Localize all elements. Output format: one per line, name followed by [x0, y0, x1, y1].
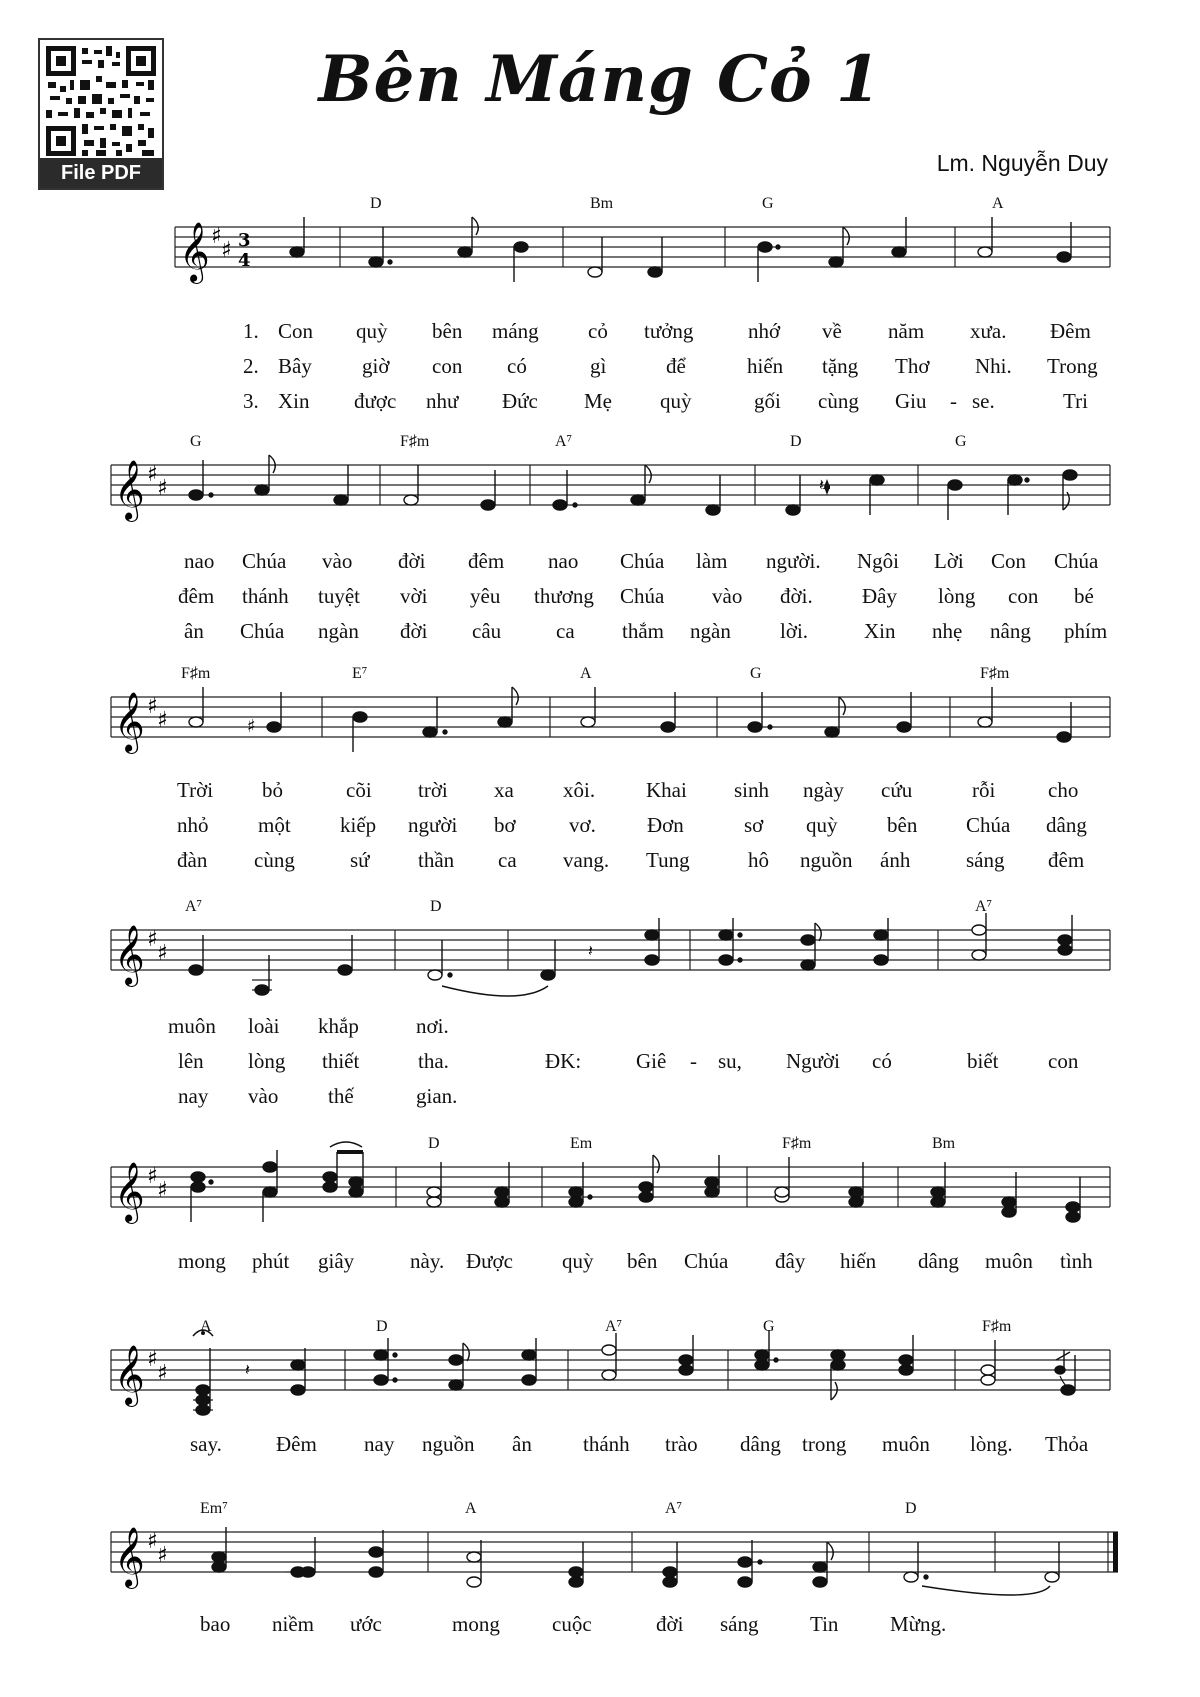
lyric: máng: [492, 319, 539, 343]
svg-text:𝄽: 𝄽: [819, 475, 824, 494]
lyric: Tri: [1063, 389, 1088, 413]
svg-text:♯: ♯: [211, 224, 222, 249]
system-6: [0, 1318, 1200, 1468]
chord: F♯m: [982, 1318, 1012, 1335]
lyric: Chúa: [684, 1249, 729, 1273]
lyric: xa: [494, 778, 514, 802]
chord: D: [428, 1135, 440, 1152]
lyric: cõi: [346, 778, 372, 802]
svg-text:♯: ♯: [157, 941, 168, 966]
lyric: câu: [472, 619, 502, 643]
lyric: đêm: [1048, 848, 1085, 872]
lyric: Mẹ: [584, 389, 612, 413]
chord: G: [190, 433, 202, 450]
staff-3: [0, 665, 1200, 785]
chord: A: [580, 665, 592, 682]
lyric: biết: [967, 1049, 999, 1073]
lyric: sáng: [720, 1612, 759, 1636]
lyric: Thỏa: [1045, 1432, 1089, 1456]
lyric: Chúa: [620, 549, 665, 573]
svg-text:𝄽: 𝄽: [245, 1360, 250, 1379]
lyric: Chúa: [1054, 549, 1099, 573]
lyric: tuyệt: [318, 584, 360, 608]
lyric: dâng: [740, 1432, 781, 1456]
lyric: thế: [328, 1084, 354, 1108]
lyric: thánh: [583, 1432, 630, 1456]
lyric: ước: [350, 1612, 382, 1636]
chord: A⁷: [555, 433, 573, 450]
lyric: 2.: [243, 354, 259, 378]
lyric: Người: [786, 1049, 840, 1073]
lyric: dâng: [1046, 813, 1087, 837]
lyric: quỳ: [562, 1249, 594, 1273]
lyric: lòng: [248, 1049, 286, 1073]
lyric: Chúa: [620, 584, 665, 608]
staff-1: [0, 195, 1200, 315]
lyric: lời.: [780, 619, 809, 643]
svg-text:𝄽: 𝄽: [588, 941, 593, 960]
system-3: [0, 665, 1200, 875]
lyric: muôn: [985, 1249, 1033, 1273]
chord: D: [790, 433, 802, 450]
lyric: vời: [400, 584, 428, 608]
lyric: gian.: [416, 1084, 458, 1108]
lyric: thần: [418, 848, 455, 872]
lyric: sơ: [744, 813, 764, 837]
lyric: vang.: [563, 848, 610, 872]
treble-clef-icon: 𝄞: [114, 1527, 145, 1587]
lyric: nao: [548, 549, 579, 573]
svg-text:♯: ♯: [147, 462, 158, 487]
lyric: tưởng: [644, 319, 694, 343]
svg-text:4: 4: [238, 250, 251, 271]
staff-7: [0, 1500, 1200, 1620]
lyric: giây: [318, 1249, 355, 1273]
lyric: nguồn: [800, 848, 853, 872]
lyric: năm: [888, 319, 925, 343]
svg-text:♯: ♯: [147, 927, 158, 952]
lyric: ca: [556, 619, 575, 643]
lyric: nâng: [990, 619, 1031, 643]
staff-6: [0, 1318, 1200, 1438]
chord: D: [905, 1500, 917, 1517]
chord: D: [430, 898, 442, 915]
lyric: Trong: [1047, 354, 1098, 378]
staff-4: [0, 898, 1200, 1018]
lyric: bơ: [494, 813, 516, 837]
chord: A: [200, 1318, 212, 1335]
lyric: cùng: [254, 848, 295, 872]
lyric: cùng: [818, 389, 859, 413]
chord: A⁷: [605, 1318, 623, 1335]
lyric: thương: [534, 584, 594, 608]
treble-clef-icon: 𝄞: [114, 925, 145, 985]
lyric: bên: [432, 319, 463, 343]
lyric: ngày: [803, 778, 844, 802]
lyric: sứ: [350, 848, 370, 872]
lyric: đây: [775, 1249, 806, 1273]
lyric: nhớ: [748, 319, 781, 343]
lyric: quỳ: [356, 319, 388, 343]
chord: A: [992, 195, 1004, 212]
lyric: lên: [178, 1049, 204, 1073]
lyric: mong: [452, 1612, 500, 1636]
lyric: gì: [590, 354, 607, 378]
lyric: nhỏ: [177, 813, 209, 837]
qr-file-pdf-label: File PDF: [40, 158, 162, 188]
lyric: như: [426, 389, 459, 413]
lyric: một: [258, 813, 291, 837]
lyric: Xin: [278, 389, 310, 413]
lyric: con: [432, 354, 463, 378]
lyric: rỗi: [972, 778, 996, 802]
lyric: được: [354, 389, 397, 413]
lyric: để: [666, 354, 686, 378]
lyric: sáng: [966, 848, 1005, 872]
lyric: đời.: [780, 584, 813, 608]
lyric: Thơ: [895, 354, 930, 378]
lyric: đời: [656, 1612, 684, 1636]
lyric: ân: [184, 619, 204, 643]
lyric: se.: [972, 389, 995, 413]
chord: G: [762, 195, 774, 212]
lyric: Chúa: [966, 813, 1011, 837]
system-7: [0, 1500, 1200, 1650]
svg-text:♯: ♯: [157, 708, 168, 733]
lyric: 3.: [243, 389, 259, 413]
lyric: Ngôi: [857, 549, 899, 573]
lyric: loài: [248, 1014, 280, 1038]
lyric: phút: [252, 1249, 290, 1273]
lyric: cỏ: [588, 319, 608, 343]
chord: Em: [570, 1135, 593, 1152]
lyric: đời: [400, 619, 428, 643]
lyric: trào: [665, 1432, 698, 1456]
lyric: Được: [466, 1249, 513, 1273]
lyric: người: [408, 813, 458, 837]
lyric: ngàn: [690, 619, 731, 643]
lyric: nay: [364, 1432, 395, 1456]
lyric: vào: [322, 549, 353, 573]
lyric: gối: [754, 389, 781, 413]
lyric: đêm: [468, 549, 505, 573]
svg-text:♯: ♯: [147, 1529, 158, 1554]
chord: G: [750, 665, 762, 682]
lyric: con: [1008, 584, 1039, 608]
lyric: Đây: [862, 584, 897, 608]
lyric: có: [507, 354, 527, 378]
lyric: Khai: [646, 778, 687, 802]
treble-clef-icon: 𝄞: [114, 1345, 145, 1405]
svg-text:3: 3: [238, 230, 251, 251]
lyric: su,: [718, 1049, 742, 1073]
chord: A⁷: [975, 898, 993, 915]
lyric: khắp: [318, 1014, 359, 1038]
lyric: ĐK:: [545, 1049, 582, 1073]
lyric: muôn: [882, 1432, 930, 1456]
lyric: trời: [418, 778, 448, 802]
lyric: bên: [887, 813, 918, 837]
chord: A: [465, 1500, 477, 1517]
chord: F♯m: [980, 665, 1010, 682]
chord: G: [955, 433, 967, 450]
lyric: nơi.: [416, 1014, 449, 1038]
svg-text:♯: ♯: [147, 1347, 158, 1372]
lyric: cho: [1048, 778, 1079, 802]
lyric: tình: [1060, 1249, 1093, 1273]
lyric: người.: [766, 549, 821, 573]
treble-clef-icon: 𝄞: [114, 1162, 145, 1222]
lyric: hiến: [747, 354, 784, 378]
lyric: ngàn: [318, 619, 359, 643]
chord: F♯m: [181, 665, 211, 682]
lyric: muôn: [168, 1014, 216, 1038]
lyric: trong: [802, 1432, 847, 1456]
lyric: Mừng.: [890, 1612, 947, 1636]
lyric: -: [950, 389, 957, 413]
treble-clef-icon: 𝄞: [114, 460, 145, 520]
lyric: thiết: [322, 1049, 360, 1073]
song-title: Bên Máng Cỏ 1: [318, 42, 882, 117]
system-2: [0, 433, 1200, 643]
lyric: dâng: [918, 1249, 959, 1273]
lyric: hô: [748, 848, 769, 872]
treble-clef-icon: 𝄞: [179, 222, 210, 282]
treble-clef-icon: 𝄞: [114, 692, 145, 752]
svg-text:♯: ♯: [157, 1178, 168, 1203]
lyric: Nhi.: [975, 354, 1012, 378]
lyric: 1.: [243, 319, 259, 343]
lyric: nay: [178, 1084, 209, 1108]
lyric: Bây: [278, 354, 312, 378]
composer: Lm. Nguyễn Duy: [936, 150, 1108, 176]
chord: F♯m: [782, 1135, 812, 1152]
lyric: đêm: [178, 584, 215, 608]
svg-text:♯: ♯: [157, 476, 168, 501]
lyric: làm: [696, 549, 728, 573]
lyric: con: [1048, 1049, 1079, 1073]
lyric: xôi.: [563, 778, 596, 802]
lyric: Giê: [636, 1049, 667, 1073]
svg-text:♯: ♯: [221, 238, 232, 263]
lyric: say.: [190, 1432, 222, 1456]
lyric: ca: [498, 848, 517, 872]
lyric: cuộc: [552, 1612, 592, 1636]
svg-text:♯: ♯: [147, 1164, 158, 1189]
svg-text:♯: ♯: [147, 694, 158, 719]
chord: A⁷: [185, 898, 203, 915]
chord: F♯m: [400, 433, 430, 450]
chord: D: [370, 195, 382, 212]
svg-text:♯: ♯: [157, 1361, 168, 1386]
lyric: Con: [991, 549, 1027, 573]
lyric: bao: [200, 1612, 231, 1636]
lyric: Tin: [810, 1612, 839, 1636]
lyric: sinh: [734, 778, 770, 802]
lyric: lòng.: [970, 1432, 1013, 1456]
lyric: thắm: [622, 619, 664, 643]
lyric: Chúa: [242, 549, 287, 573]
lyric: Tung: [646, 848, 690, 872]
lyric: niềm: [272, 1612, 314, 1636]
lyric: xưa.: [970, 319, 1007, 343]
lyric: có: [872, 1049, 892, 1073]
lyric: quỳ: [660, 389, 692, 413]
system-1: [0, 195, 1200, 413]
chord: Em⁷: [200, 1500, 228, 1517]
chord: Bm: [932, 1135, 956, 1152]
lyric: thánh: [242, 584, 289, 608]
svg-text:♯: ♯: [157, 1543, 168, 1568]
chord: D: [376, 1318, 388, 1335]
chord: G: [763, 1318, 775, 1335]
lyric: đàn: [177, 848, 208, 872]
lyric: bé: [1074, 584, 1094, 608]
lyric: nhẹ: [932, 619, 963, 643]
lyric: đời: [398, 549, 426, 573]
lyric: tha.: [418, 1049, 449, 1073]
lyric: vào: [248, 1084, 279, 1108]
staff-5: [0, 1135, 1200, 1255]
lyric: Lời: [934, 549, 964, 573]
lyric: giờ: [362, 354, 390, 378]
system-4: [0, 898, 1200, 1113]
lyric: hiến: [840, 1249, 877, 1273]
lyric: yêu: [470, 584, 501, 608]
lyric: này.: [410, 1249, 445, 1273]
lyric: về: [822, 319, 842, 343]
lyric: bỏ: [262, 778, 283, 802]
system-5: [0, 1135, 1200, 1285]
final-barline: [1113, 1532, 1118, 1572]
chord: Bm: [590, 195, 614, 212]
lyric: Trời: [177, 778, 214, 802]
lyric: Đêm: [1050, 319, 1091, 343]
lyric: tặng: [822, 354, 859, 378]
lyric: nguồn: [422, 1432, 475, 1456]
lyric: ân: [512, 1432, 532, 1456]
lyric: -: [690, 1049, 697, 1073]
lyric: vơ.: [569, 813, 596, 837]
lyric: lòng: [938, 584, 976, 608]
lyric: kiếp: [340, 813, 377, 837]
lyric: Giu: [895, 389, 927, 413]
lyric: Đơn: [647, 813, 684, 837]
lyric: Con: [278, 319, 314, 343]
lyric: Đêm: [276, 1432, 317, 1456]
lyric: nao: [184, 549, 215, 573]
lyric: vào: [712, 584, 743, 608]
svg-text:♯: ♯: [247, 716, 256, 737]
lyric: Đức: [502, 389, 538, 413]
lyric: ánh: [880, 848, 911, 872]
chord: E⁷: [352, 665, 368, 682]
lyric: bên: [627, 1249, 658, 1273]
lyric: quỳ: [806, 813, 838, 837]
lyric: Xin: [864, 619, 896, 643]
staff-2: [0, 433, 1200, 553]
chord: A⁷: [665, 1500, 683, 1517]
lyric: phím: [1064, 619, 1108, 643]
lyric: cứu: [881, 778, 913, 802]
lyric: Chúa: [240, 619, 285, 643]
lyric: mong: [178, 1249, 226, 1273]
